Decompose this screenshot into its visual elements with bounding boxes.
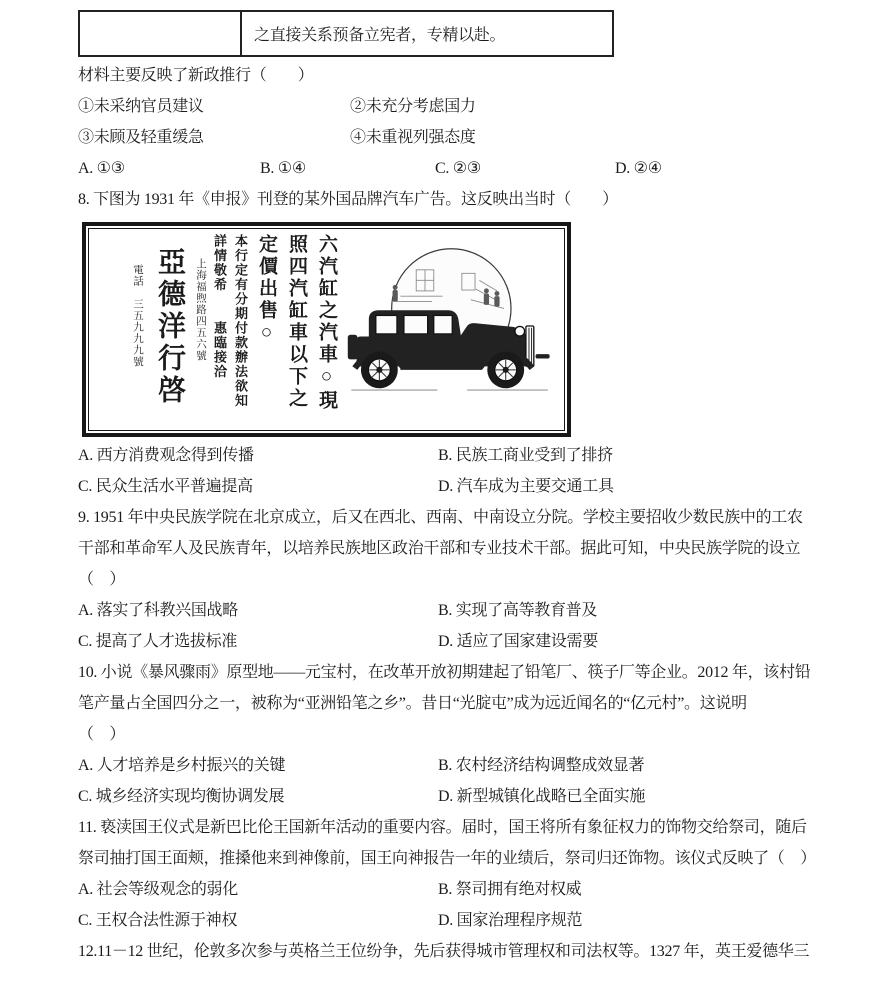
q8-option-a: A. 西方消费观念得到传播 xyxy=(78,447,254,464)
material-table-fragment xyxy=(78,10,614,57)
q10-stem-line-2: 笔产量占全国四分之一，被称为“亚洲铅笔之乡”。昔日“光腚屯”成为远近闻名的“亿元村”。这说明 xyxy=(78,695,747,712)
q8-options-row-2 xyxy=(78,471,795,502)
q11-option-c: C. 王权合法性源于神权 xyxy=(78,912,238,929)
ad-brand-name: 亞德洋行啓 xyxy=(154,247,185,407)
q8-option-c: C. 民众生活水平普遍提高 xyxy=(78,478,253,495)
q8-stem: 8. 下图为 1931 年《申报》刊登的某外国品牌汽车广告。这反映出当时（ ） xyxy=(78,191,619,208)
q7-statement-2: ②未充分考虑国力 xyxy=(350,98,476,115)
ad-main-column-2: 照四汽缸車以下之 xyxy=(286,234,307,410)
q7-statement-1: ①未采纳官员建议 xyxy=(78,98,204,115)
q8-option-d: D. 汽车成为主要交通工具 xyxy=(438,478,614,495)
q9-option-b: B. 实现了高等教育普及 xyxy=(438,602,598,619)
q11-stem-line-1: 11. 亵渎国王仪式是新巴比伦王国新年活动的重要内容。届时，国王将所有象征权力的饰物交给祭司，随后 xyxy=(78,819,807,836)
q7-stem: 材料主要反映了新政推行（ ） xyxy=(78,67,314,84)
rear-wheel xyxy=(361,351,398,388)
q7-statement-4: ④未重视列强态度 xyxy=(350,129,476,146)
q12-stem-line-1: 12.11－12 世纪，伦敦多次参与英格兰王位纷争，先后获得城市管理权和司法权等。1327 年，英王爱德华三 xyxy=(78,943,810,960)
q9-stem-line-1: 9. 1951 年中央民族学院在北京成立，后又在西北、西南、中南设立分院。学校主要招收少数民族中的工农 xyxy=(78,509,803,526)
car-advertisement-figure xyxy=(82,222,571,437)
q7-statement-3: ③未顾及轻重缓急 xyxy=(78,129,204,146)
q10-stem-line-1: 10. 小说《暴风骤雨》原型地——元宝村，在改革开放初期建起了铅笔厂、筷子厂等企业。2012 年，该村铅 xyxy=(78,664,811,681)
q7-choice-d: D. ②④ xyxy=(615,160,662,177)
q10-options-row-2 xyxy=(78,781,795,812)
q8-option-b: B. 民族工商业受到了排挤 xyxy=(438,447,613,464)
table-empty-cell xyxy=(80,12,242,55)
q7-choice-b: B. ①④ xyxy=(260,160,306,177)
car-illustration xyxy=(343,234,556,425)
q9-stem-line-2: 干部和革命军人及民族青年，以培养民族地区政治干部和专业技术干部。据此可知，中央民族学院的设立 xyxy=(78,540,801,557)
ad-main-column-1: 六汽缸之汽車○現 xyxy=(316,234,337,412)
ad-main-column-3: 定價出售○ xyxy=(256,234,277,346)
q11-option-a: A. 社会等级观念的弱化 xyxy=(78,881,238,898)
ad-sub-column-2: 詳情敬希 惠臨接洽 xyxy=(212,234,227,379)
q11-options-row-1 xyxy=(78,874,795,905)
q7-choices-row xyxy=(78,153,795,184)
ad-vertical-text xyxy=(95,234,343,425)
q9-option-c: C. 提高了人才选拔标准 xyxy=(78,633,238,650)
q7-choice-c: C. ②③ xyxy=(435,160,481,177)
ad-phone-number: 電話 三五九九九號 xyxy=(132,264,143,368)
ad-address: 上海福煦路四五六號 xyxy=(195,258,206,362)
q10-option-c: C. 城乡经济实现均衡协调发展 xyxy=(78,788,285,805)
ad-sub-column-1: 本行定有分期付款辦法欲知 xyxy=(233,234,248,408)
q11-option-b: B. 祭司拥有绝对权威 xyxy=(438,881,582,898)
front-wheel xyxy=(487,351,524,388)
q10-option-d: D. 新型城镇化战略已全面实施 xyxy=(438,788,646,805)
q8-options-row-1 xyxy=(78,440,795,471)
q9-option-a: A. 落实了科教兴国战略 xyxy=(78,602,238,619)
q10-option-b: B. 农村经济结构调整成效显著 xyxy=(438,757,645,774)
q9-options-row-2 xyxy=(78,626,795,657)
q10-options-row-1 xyxy=(78,750,795,781)
q7-numbered-row-1 xyxy=(78,91,795,122)
q11-option-d: D. 国家治理程序规范 xyxy=(438,912,583,929)
q11-stem-line-2: 祭司抽打国王面颊，推搡他来到神像前，国王向神报告一年的业绩后，祭司归还饰物。该仪式反映了（ ） xyxy=(78,850,816,867)
page-content xyxy=(78,10,816,967)
q7-numbered-row-2 xyxy=(78,122,795,153)
vintage-car-drawing xyxy=(339,234,558,425)
q9-options-row-1 xyxy=(78,595,795,626)
q10-answer-paren: （ ） xyxy=(78,726,126,743)
q9-answer-paren: （ ） xyxy=(78,571,126,588)
q11-options-row-2 xyxy=(78,905,795,936)
q7-choice-a: A. ①③ xyxy=(78,160,125,177)
table-cell-text: 之直接关系预备立宪者，专精以赴。 xyxy=(254,27,506,44)
q10-option-a: A. 人才培养是乡村振兴的关键 xyxy=(78,757,286,774)
table-text-cell xyxy=(242,12,612,55)
car-advertisement-inner xyxy=(88,228,565,431)
q9-option-d: D. 适应了国家建设需要 xyxy=(438,633,598,650)
